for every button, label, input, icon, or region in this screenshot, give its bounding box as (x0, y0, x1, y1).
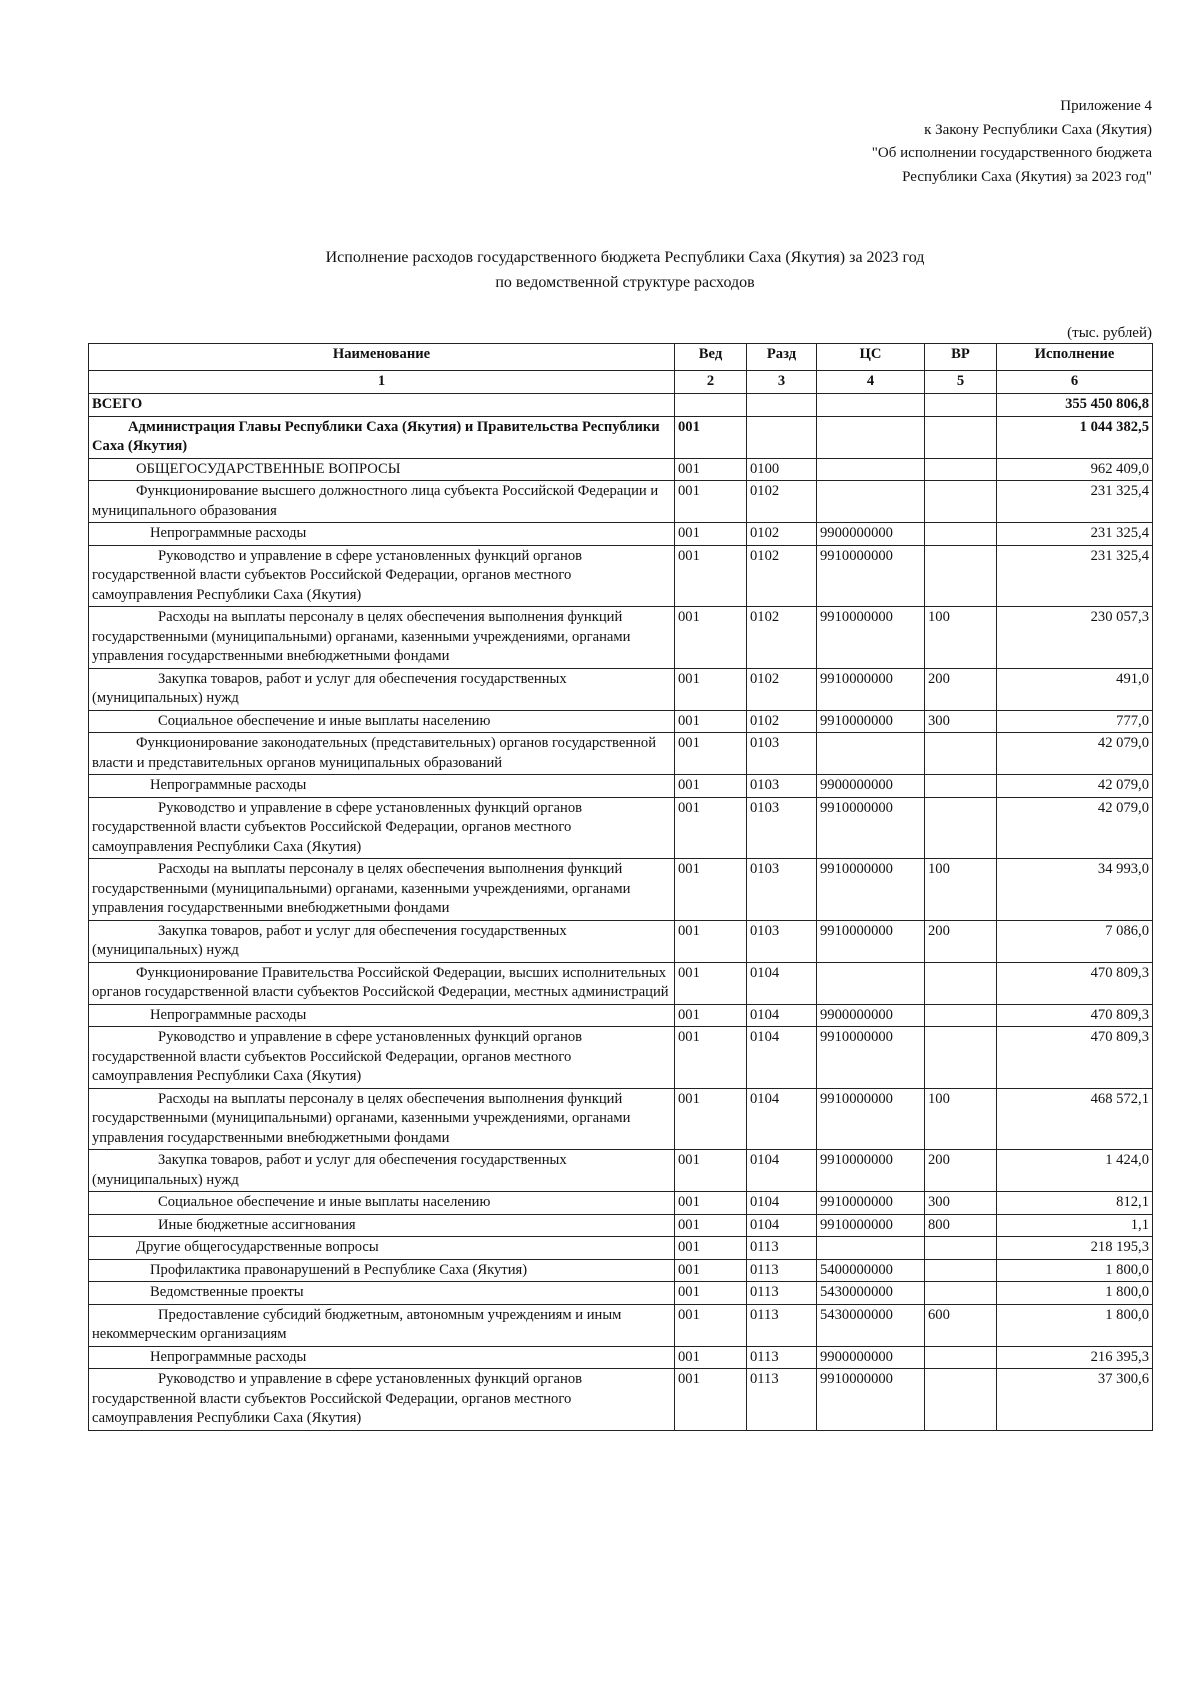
row-vr-cell (925, 1027, 997, 1089)
row-cs-cell: 9910000000 (817, 1214, 925, 1237)
row-vr-cell (925, 481, 997, 523)
row-name-cell: Закупка товаров, работ и услуг для обеспечения государственных (муниципальных) нужд (89, 668, 675, 710)
row-cs-cell: 9900000000 (817, 1004, 925, 1027)
row-amount-cell: 1 424,0 (997, 1150, 1153, 1192)
row-ved-cell: 001 (675, 962, 747, 1004)
row-cs-cell: 9910000000 (817, 1027, 925, 1089)
row-razd-cell: 0104 (747, 1214, 817, 1237)
table-row (89, 1259, 1153, 1282)
row-cs-cell: 5430000000 (817, 1304, 925, 1346)
row-amount-cell: 7 086,0 (997, 920, 1153, 962)
row-ved-cell: 001 (675, 1027, 747, 1089)
row-ved-cell: 001 (675, 607, 747, 669)
col-header-razd: Разд (747, 344, 817, 371)
row-vr-cell: 100 (925, 1088, 997, 1150)
row-amount-cell: 34 993,0 (997, 859, 1153, 921)
row-name-cell: Руководство и управление в сфере установленных функций органов государственной власти субъектов Российской Федерации, органов местного самоуправления Республики Саха (Якутия) (89, 1027, 675, 1089)
row-razd-cell: 0102 (747, 607, 817, 669)
row-razd-cell: 0104 (747, 1088, 817, 1150)
row-ved-cell: 001 (675, 710, 747, 733)
row-amount-cell: 37 300,6 (997, 1369, 1153, 1431)
row-razd-cell: 0103 (747, 920, 817, 962)
row-name-cell: Администрация Главы Республики Саха (Якутия) и Правительства Республики Саха (Якутия) (89, 416, 675, 458)
row-cs-cell (817, 1237, 925, 1260)
table-row (89, 1214, 1153, 1237)
row-amount-cell: 962 409,0 (997, 458, 1153, 481)
row-cs-cell: 9910000000 (817, 710, 925, 733)
row-ved-cell: 001 (675, 1259, 747, 1282)
row-name-cell: Расходы на выплаты персоналу в целях обеспечения выполнения функций государственными (муниципальными) органами, казенными учреждениями, органами управления государственными внебюджетными фондами (89, 607, 675, 669)
col-number: 2 (675, 371, 747, 394)
row-cs-cell (817, 962, 925, 1004)
row-razd-cell: 0102 (747, 668, 817, 710)
budget-table (88, 343, 1153, 1431)
row-name-cell: Иные бюджетные ассигнования (89, 1214, 675, 1237)
document-title (0, 245, 1200, 295)
row-cs-cell: 9910000000 (817, 1369, 925, 1431)
row-amount-cell: 812,1 (997, 1192, 1153, 1215)
table-body (89, 394, 1153, 1431)
row-cs-cell: 9910000000 (817, 545, 925, 607)
table-row (89, 1027, 1153, 1089)
row-vr-cell: 200 (925, 920, 997, 962)
row-cs-cell: 9910000000 (817, 920, 925, 962)
appendix-line-4: Республики Саха (Якутия) за 2023 год" (902, 168, 1152, 185)
col-number: 5 (925, 371, 997, 394)
row-vr-cell: 300 (925, 710, 997, 733)
row-amount-cell: 218 195,3 (997, 1237, 1153, 1260)
row-name-cell: Социальное обеспечение и иные выплаты населению (89, 710, 675, 733)
table-row (89, 1346, 1153, 1369)
row-ved-cell: 001 (675, 1004, 747, 1027)
row-vr-cell: 200 (925, 668, 997, 710)
row-cs-cell: 9910000000 (817, 1088, 925, 1150)
row-amount-cell: 42 079,0 (997, 733, 1153, 775)
row-vr-cell (925, 775, 997, 798)
row-ved-cell: 001 (675, 1192, 747, 1215)
row-ved-cell (675, 394, 747, 417)
table-row (89, 1282, 1153, 1305)
row-vr-cell: 100 (925, 859, 997, 921)
row-razd-cell: 0102 (747, 710, 817, 733)
row-ved-cell: 001 (675, 1237, 747, 1260)
row-razd-cell: 0104 (747, 1027, 817, 1089)
row-vr-cell: 200 (925, 1150, 997, 1192)
row-amount-cell: 42 079,0 (997, 797, 1153, 859)
row-amount-cell: 1 044 382,5 (997, 416, 1153, 458)
row-name-cell: Непрограммные расходы (89, 775, 675, 798)
row-vr-cell (925, 733, 997, 775)
col-number: 6 (997, 371, 1153, 394)
row-name-cell: ВСЕГО (89, 394, 675, 417)
row-ved-cell: 001 (675, 458, 747, 481)
row-name-cell: Непрограммные расходы (89, 523, 675, 546)
row-vr-cell (925, 962, 997, 1004)
row-amount-cell: 470 809,3 (997, 1027, 1153, 1089)
table-row (89, 416, 1153, 458)
col-header-ved: Вед (675, 344, 747, 371)
col-number: 3 (747, 371, 817, 394)
table-row (89, 545, 1153, 607)
row-vr-cell (925, 1004, 997, 1027)
row-amount-cell: 468 572,1 (997, 1088, 1153, 1150)
row-ved-cell: 001 (675, 775, 747, 798)
row-cs-cell: 9910000000 (817, 859, 925, 921)
row-amount-cell: 491,0 (997, 668, 1153, 710)
row-razd-cell: 0104 (747, 1150, 817, 1192)
col-number: 1 (89, 371, 675, 394)
table-row (89, 1369, 1153, 1431)
appendix-header (872, 95, 1152, 189)
row-razd-cell: 0113 (747, 1304, 817, 1346)
table-row (89, 607, 1153, 669)
row-vr-cell (925, 545, 997, 607)
row-ved-cell: 001 (675, 1369, 747, 1431)
row-amount-cell: 231 325,4 (997, 545, 1153, 607)
table-row (89, 481, 1153, 523)
row-amount-cell: 42 079,0 (997, 775, 1153, 798)
row-name-cell: Профилактика правонарушений в Республике Саха (Якутия) (89, 1259, 675, 1282)
row-vr-cell: 100 (925, 607, 997, 669)
row-razd-cell (747, 416, 817, 458)
row-cs-cell: 9910000000 (817, 607, 925, 669)
row-cs-cell (817, 481, 925, 523)
title-line-1: Исполнение расходов государственного бюджета Республики Саха (Якутия) за 2023 год (325, 249, 925, 266)
col-header-name: Наименование (89, 344, 675, 371)
row-ved-cell: 001 (675, 1282, 747, 1305)
row-name-cell: Функционирование законодательных (представительных) органов государственной власти и представительных органов муниципальных образований (89, 733, 675, 775)
row-razd-cell: 0103 (747, 797, 817, 859)
table-header-row (89, 344, 1153, 371)
row-amount-cell: 231 325,4 (997, 481, 1153, 523)
row-ved-cell: 001 (675, 668, 747, 710)
row-razd-cell: 0113 (747, 1259, 817, 1282)
row-ved-cell: 001 (675, 481, 747, 523)
table-row (89, 523, 1153, 546)
table-row (89, 394, 1153, 417)
row-name-cell: Закупка товаров, работ и услуг для обеспечения государственных (муниципальных) нужд (89, 1150, 675, 1192)
row-cs-cell (817, 416, 925, 458)
row-ved-cell: 001 (675, 545, 747, 607)
row-razd-cell: 0102 (747, 523, 817, 546)
table-row (89, 1150, 1153, 1192)
row-razd-cell: 0104 (747, 1004, 817, 1027)
table-row (89, 1192, 1153, 1215)
units-label: (тыс. рублей) (1067, 325, 1152, 341)
row-name-cell: Функционирование высшего должностного лица субъекта Российской Федерации и муниципального образования (89, 481, 675, 523)
table-row (89, 859, 1153, 921)
table-row (89, 1004, 1153, 1027)
row-vr-cell (925, 1282, 997, 1305)
table-row (89, 458, 1153, 481)
table-row (89, 668, 1153, 710)
table-row (89, 962, 1153, 1004)
row-razd-cell: 0104 (747, 1192, 817, 1215)
row-razd-cell: 0103 (747, 859, 817, 921)
table-row (89, 710, 1153, 733)
row-cs-cell: 9900000000 (817, 1346, 925, 1369)
row-razd-cell: 0102 (747, 481, 817, 523)
title-line-2: по ведомственной структуре расходов (495, 274, 755, 291)
row-amount-cell: 230 057,3 (997, 607, 1153, 669)
row-cs-cell: 9910000000 (817, 797, 925, 859)
row-amount-cell: 355 450 806,8 (997, 394, 1153, 417)
row-ved-cell: 001 (675, 1150, 747, 1192)
row-name-cell: Расходы на выплаты персоналу в целях обеспечения выполнения функций государственными (муниципальными) органами, казенными учреждениями, органами управления государственными внебюджетными фондами (89, 1088, 675, 1150)
row-vr-cell: 600 (925, 1304, 997, 1346)
row-name-cell: Ведомственные проекты (89, 1282, 675, 1305)
row-name-cell: Расходы на выплаты персоналу в целях обеспечения выполнения функций государственными (муниципальными) органами, казенными учреждениями, органами управления государственными внебюджетными фондами (89, 859, 675, 921)
row-vr-cell (925, 394, 997, 417)
table-row (89, 1088, 1153, 1150)
table-row (89, 733, 1153, 775)
row-vr-cell (925, 458, 997, 481)
row-ved-cell: 001 (675, 523, 747, 546)
row-cs-cell: 9910000000 (817, 1192, 925, 1215)
row-name-cell: ОБЩЕГОСУДАРСТВЕННЫЕ ВОПРОСЫ (89, 458, 675, 481)
row-vr-cell: 800 (925, 1214, 997, 1237)
row-name-cell: Руководство и управление в сфере установленных функций органов государственной власти субъектов Российской Федерации, органов местного самоуправления Республики Саха (Якутия) (89, 545, 675, 607)
row-name-cell: Социальное обеспечение и иные выплаты населению (89, 1192, 675, 1215)
row-name-cell: Руководство и управление в сфере установленных функций органов государственной власти субъектов Российской Федерации, органов местного самоуправления Республики Саха (Якутия) (89, 797, 675, 859)
row-vr-cell (925, 1369, 997, 1431)
col-number: 4 (817, 371, 925, 394)
row-name-cell: Закупка товаров, работ и услуг для обеспечения государственных (муниципальных) нужд (89, 920, 675, 962)
row-cs-cell: 9900000000 (817, 775, 925, 798)
row-vr-cell: 300 (925, 1192, 997, 1215)
row-razd-cell: 0113 (747, 1346, 817, 1369)
row-vr-cell (925, 1237, 997, 1260)
row-amount-cell: 1 800,0 (997, 1304, 1153, 1346)
row-razd-cell: 0102 (747, 545, 817, 607)
row-vr-cell (925, 1259, 997, 1282)
row-cs-cell (817, 733, 925, 775)
table-row (89, 920, 1153, 962)
row-ved-cell: 001 (675, 859, 747, 921)
table-row (89, 1237, 1153, 1260)
row-name-cell: Непрограммные расходы (89, 1346, 675, 1369)
row-razd-cell: 0113 (747, 1369, 817, 1431)
row-cs-cell: 9900000000 (817, 523, 925, 546)
row-amount-cell: 1,1 (997, 1214, 1153, 1237)
row-razd-cell: 0100 (747, 458, 817, 481)
appendix-line-3: "Об исполнении государственного бюджета (871, 145, 1152, 161)
row-ved-cell: 001 (675, 1346, 747, 1369)
row-razd-cell: 0103 (747, 775, 817, 798)
col-header-amount: Исполнение (997, 344, 1153, 371)
row-cs-cell: 9910000000 (817, 1150, 925, 1192)
row-name-cell: Функционирование Правительства Российской Федерации, высших исполнительных органов государственной власти субъектов Российской Федерации, местных администраций (89, 962, 675, 1004)
col-header-vr: ВР (925, 344, 997, 371)
appendix-line-1: Приложение 4 (1060, 98, 1152, 114)
row-razd-cell: 0103 (747, 733, 817, 775)
row-cs-cell: 9910000000 (817, 668, 925, 710)
row-cs-cell: 5400000000 (817, 1259, 925, 1282)
row-ved-cell: 001 (675, 416, 747, 458)
row-ved-cell: 001 (675, 797, 747, 859)
row-cs-cell: 5430000000 (817, 1282, 925, 1305)
table-row (89, 1304, 1153, 1346)
table-row (89, 797, 1153, 859)
row-amount-cell: 470 809,3 (997, 962, 1153, 1004)
row-razd-cell: 0104 (747, 962, 817, 1004)
row-ved-cell: 001 (675, 1214, 747, 1237)
row-vr-cell (925, 523, 997, 546)
row-amount-cell: 470 809,3 (997, 1004, 1153, 1027)
row-vr-cell (925, 416, 997, 458)
row-ved-cell: 001 (675, 1304, 747, 1346)
row-name-cell: Другие общегосударственные вопросы (89, 1237, 675, 1260)
appendix-line-2: к Закону Республики Саха (Якутия) (924, 121, 1152, 138)
row-amount-cell: 1 800,0 (997, 1259, 1153, 1282)
row-vr-cell (925, 797, 997, 859)
column-number-row (89, 371, 1153, 394)
row-cs-cell (817, 458, 925, 481)
row-ved-cell: 001 (675, 920, 747, 962)
row-cs-cell (817, 394, 925, 417)
row-amount-cell: 216 395,3 (997, 1346, 1153, 1369)
row-amount-cell: 777,0 (997, 710, 1153, 733)
row-amount-cell: 231 325,4 (997, 523, 1153, 546)
row-razd-cell: 0113 (747, 1237, 817, 1260)
row-vr-cell (925, 1346, 997, 1369)
row-name-cell: Непрограммные расходы (89, 1004, 675, 1027)
row-name-cell: Руководство и управление в сфере установленных функций органов государственной власти субъектов Российской Федерации, органов местного самоуправления Республики Саха (Якутия) (89, 1369, 675, 1431)
row-amount-cell: 1 800,0 (997, 1282, 1153, 1305)
row-name-cell: Предоставление субсидий бюджетным, автономным учреждениям и иным некоммерческим организациям (89, 1304, 675, 1346)
col-header-cs: ЦС (817, 344, 925, 371)
row-ved-cell: 001 (675, 1088, 747, 1150)
row-ved-cell: 001 (675, 733, 747, 775)
row-razd-cell: 0113 (747, 1282, 817, 1305)
table-row (89, 775, 1153, 798)
row-razd-cell (747, 394, 817, 417)
